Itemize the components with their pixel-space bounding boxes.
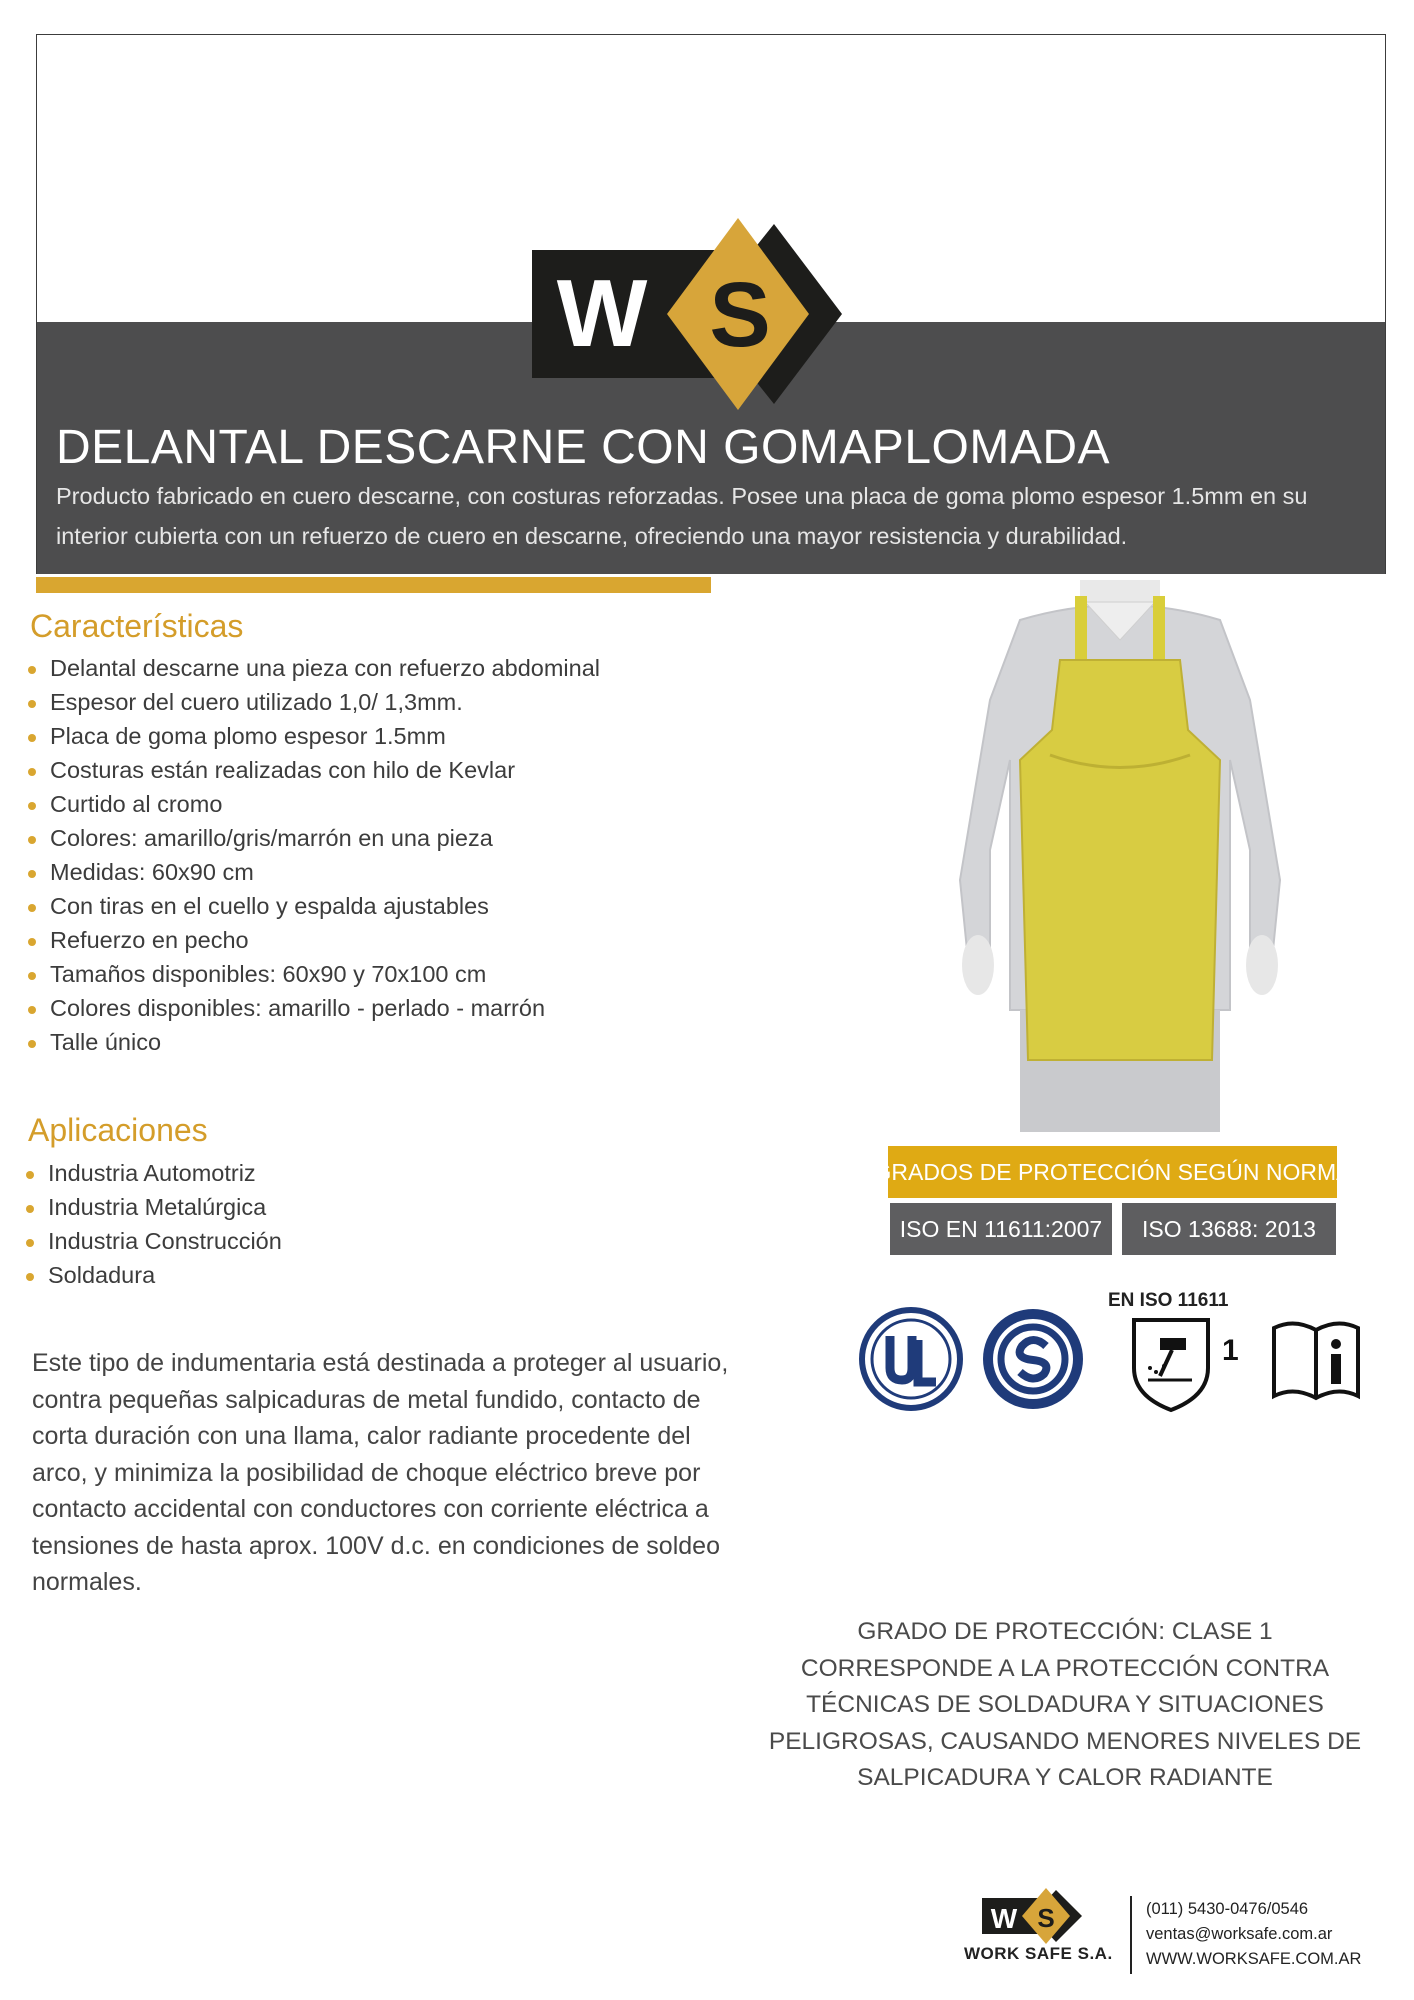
list-item: Con tiras en el cuello y espalda ajustables xyxy=(28,891,600,925)
applications-heading: Aplicaciones xyxy=(28,1112,208,1148)
accent-bar xyxy=(36,577,711,593)
protection-class-description: GRADO DE PROTECCIÓN: CLASE 1 CORRESPONDE A LA PROTECCIÓN CONTRA TÉCNICAS DE SOLDADURA Y SITUACIONES PELIGROSAS, CAUSANDO MENORES NIVELES DE SALPICADURA Y CALOR RADIANTE xyxy=(768,1618,1362,1791)
welding-shield-icon xyxy=(1130,1316,1212,1419)
list-item: Industria Automotriz xyxy=(26,1158,282,1192)
list-item: Talle único xyxy=(28,1027,600,1061)
list-item: Placa de goma plomo espesor 1.5mm xyxy=(28,721,600,755)
list-item: Espesor del cuero utilizado 1,0/ 1,3mm. xyxy=(28,687,600,721)
footer-divider xyxy=(1130,1896,1132,1974)
company-name: WORK SAFE S.A. xyxy=(964,1944,1113,1963)
features-list xyxy=(28,653,600,1061)
en-iso-label: EN ISO 11611 xyxy=(1108,1290,1229,1311)
list-item: Industria Metalúrgica xyxy=(26,1192,282,1226)
list-item: Tamaños disponibles: 60x90 y 70x100 cm xyxy=(28,959,600,993)
list-item: Colores: amarillo/gris/marrón en una pieza xyxy=(28,823,600,857)
list-item: Medidas: 60x90 cm xyxy=(28,857,600,891)
contact-phone: (011) 5430-0476/0546 xyxy=(1146,1900,1309,1918)
list-item: Costuras están realizadas con hilo de Kevlar xyxy=(28,755,600,789)
footer-logo-letter-s: S xyxy=(1037,1903,1055,1933)
worksafe-logo xyxy=(532,214,892,419)
contact-email[interactable]: ventas@worksafe.com.ar xyxy=(1146,1925,1333,1943)
class-number: 1 xyxy=(1222,1334,1239,1367)
logo-letter-s: S xyxy=(709,264,771,366)
footer-logo-letter-w: W xyxy=(990,1903,1018,1934)
ul-certification-icon xyxy=(858,1306,964,1417)
list-item: Delantal descarne una pieza con refuerzo abdominal xyxy=(28,653,600,687)
list-item: Soldadura xyxy=(26,1260,282,1294)
features-heading: Características xyxy=(30,608,244,644)
usage-description: Este tipo de indumentaria está destinada a proteger al usuario, contra pequeñas salpicaduras de metal fundido, contacto de corta duración con una llama, calor radiante procedente del arco, y minimiza la posibilidad de choque eléctrico breve por contacto accidental con conductores con corriente eléctrica a tensiones de hasta aprox. 100V d.c. en condiciones de soldeo normales. xyxy=(32,1349,729,1596)
product-image xyxy=(950,580,1290,1132)
list-item: Curtido al cromo xyxy=(28,789,600,823)
logo-letter-w: W xyxy=(556,260,648,367)
info-manual-icon xyxy=(1270,1316,1362,1407)
list-item: Industria Construcción xyxy=(26,1226,282,1260)
page-title: DELANTAL DESCARNE CON GOMAPLOMADA xyxy=(56,421,1111,474)
contact-website[interactable]: WWW.WORKSAFE.COM.AR xyxy=(1146,1950,1362,1968)
s-mark-argentina-icon xyxy=(980,1306,1086,1417)
product-description: Producto fabricado en cuero descarne, con costuras reforzadas. Posee una placa de goma plomo espesor 1.5mm en su interior cubierta con un refuerzo de cuero en descarne, ofreciendo una mayor resistencia y durabilidad. xyxy=(56,483,1308,549)
list-item: Colores disponibles: amarillo - perlado - marrón xyxy=(28,993,600,1027)
list-item: Refuerzo en pecho xyxy=(28,925,600,959)
applications-list xyxy=(26,1158,282,1294)
footer-logo xyxy=(982,1888,1092,1949)
protection-heading: GRADOS DE PROTECCIÓN SEGÚN NORMA xyxy=(888,1146,1337,1198)
standard-badge: ISO EN 11611:2007 xyxy=(890,1203,1112,1255)
standard-badge: ISO 13688: 2013 xyxy=(1122,1203,1336,1255)
